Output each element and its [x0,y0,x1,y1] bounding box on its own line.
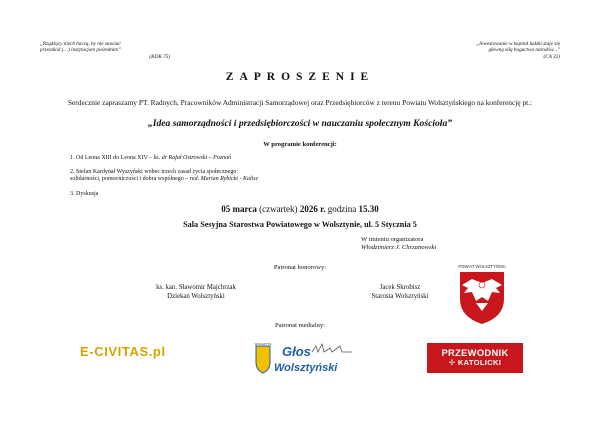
quote-right [410,41,560,60]
glos-line1: Głos [282,344,311,359]
event-hour: 15.30 [358,204,379,214]
event-time-label: godzina [325,204,359,214]
glos-badge: WOLSZTYN [254,342,272,346]
glos-wolsztynski-logo [252,340,356,376]
organizer-label: W imieniu organizatora [361,236,424,243]
quote-right-line2: główną siłą bogactwa narodów...” [488,47,560,54]
event-weekday: (czwartek) [256,204,300,214]
patron-dean-role: Dziekan Wolsztyński [167,293,225,300]
event-year: 2026 r. [299,204,326,214]
quote-right-source: (CA 32) [543,53,560,60]
patron-starost-name: Jacek Skrobisz [379,284,421,291]
program-item-2-line2: solidarności, pomocniczości i dobra wspólnego – [70,176,190,183]
przewodnik-line1: PRZEWODNIK [441,347,509,358]
program-item-3: 3. Dyskusja [70,191,99,197]
patron-dean [130,283,262,301]
program-item-1-speaker: ks. dr Rafał Ostrowski – Poznań [153,155,232,161]
przewodnik-katolicki-logo [427,343,523,373]
glos-line2: Wolsztyński [274,362,338,374]
media-patronage-heading: Patronat medialny: [275,322,325,329]
patron-starost-role: Starosta Wolsztyński [371,293,429,300]
patron-dean-name: ks. kan. Sławomir Majchrzak [156,284,236,291]
quote-left-line2: przeszkód (…) instytucjom pośrednim” [40,47,121,54]
program-item-2-line1: 2. Stefan Kardynał Wyszyński wobec trzech zasad życia społecznego: [70,169,238,175]
crest-caption: POWIAT WOLSZTYŃSKI [458,264,506,269]
event-venue: Sala Sesyjna Starostwa Powiatowego w Wolsztynie, ul. 5 Stycznia 5 [183,220,417,229]
intro-text: Serdecznie zapraszamy PT. Radnych, Pracowników Administracji Samorządowej oraz Przedsiębiorców z terenu Powiatu Wolsztyńskiego na konferencję pt.: [67,98,533,107]
przewodnik-line2: ✢ KATOLICKI [448,358,502,367]
event-day: 05 marca [221,204,257,214]
patron-starost [352,283,448,301]
quote-left-source: (KDK 75) [149,53,170,60]
program-heading: W programie konferencji: [263,141,337,148]
program-item-1 [70,155,530,162]
honorary-patronage-heading: Patronat honorowy: [273,264,327,271]
ecivitas-logo: E-CIVITAS.pl [80,344,166,359]
program-item-2-speaker: red. Marian Rybicki - Kalisz [189,176,258,183]
program-item-2 [70,169,530,184]
county-crest-icon [452,261,512,327]
organizer-block [361,236,436,252]
page-title: ZAPROSZENIE [225,71,375,83]
quote-left [40,41,170,60]
quote-right-line1: „Inwestowanie w kapitał ludzki staje się [476,41,560,47]
conference-title: „Idea samorządności i przedsiębiorczości w nauczaniu społecznym Kościoła” [147,118,453,129]
event-date [0,204,600,214]
organizer-name: Włodzimierz J. Chrzanowski [361,244,437,251]
program-item-1-text: 1. Od Leona XIII do Leona XIV – [70,155,154,161]
quote-left-line1: „Rządźący niech baczą, by nie stawiać [40,41,121,47]
